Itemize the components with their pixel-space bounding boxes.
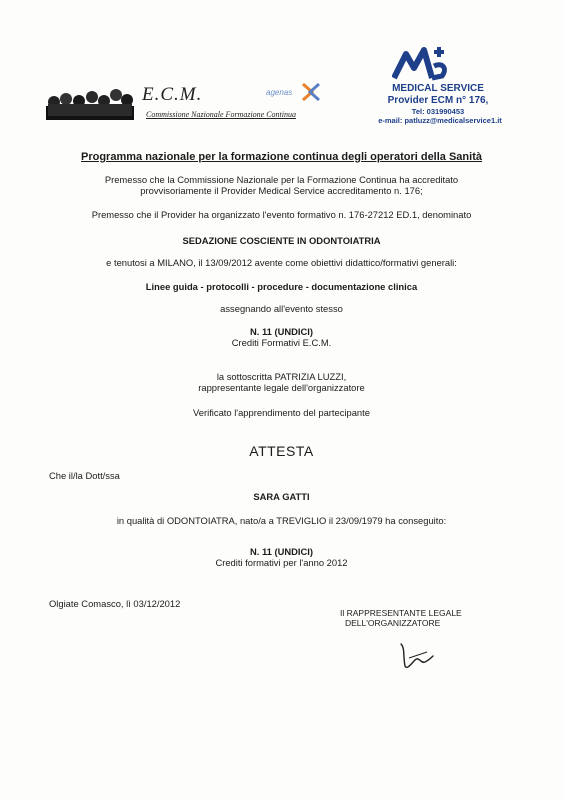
provider-phone: Tel: 031990453: [411, 107, 465, 116]
participant-qualification: in qualità di ODONTOIATRA, nato/a a TREVIGLIO il 23/09/1979 ha conseguito:: [116, 515, 447, 526]
page-title: Programma nazionale per la formazione continua degli operatori della Sanità: [81, 151, 482, 163]
participant-name: SARA GATTI: [253, 491, 310, 502]
signatory-line-1: la sottoscritta PATRIZIA LUZZI,: [216, 371, 347, 382]
handwritten-signature: [395, 640, 435, 676]
event-location-date: e tenutosi a MILANO, il 13/09/2012 avente come obiettivi didattico/formativi generali:: [106, 257, 457, 268]
signatory-line-2: rappresentante legale dell'organizzatore: [198, 382, 365, 393]
event-credits: N. 11 (UNDICI): [249, 326, 314, 337]
assigning-text: assegnando all'evento stesso: [220, 303, 343, 314]
agenas-logo-text: agenas: [266, 88, 293, 97]
premise-2: Premesso che il Provider ha organizzato l'evento formativo n. 176-27212 ED.1, denominato: [91, 209, 472, 220]
ecm-subtitle: Commissione Nazionale Formazione Continua: [146, 110, 297, 119]
provider-email: e-mail: patluzz@medicalservice1.it: [378, 116, 502, 125]
participant-credits: N. 11 (UNDICI): [249, 546, 314, 557]
event-title: SEDAZIONE COSCIENTE IN ODONTOIATRIA: [182, 235, 381, 246]
place-date: Olgiate Comasco, lì 03/12/2012: [49, 598, 181, 609]
premise-1-line-2: provvisoriamente il Provider Medical Service accreditamento n. 176;: [140, 185, 423, 196]
legal-rep-line-2: DELL'ORGANIZZATORE: [345, 618, 441, 628]
attesta-heading: ATTESTA: [249, 443, 314, 459]
ecm-people-logo: [46, 86, 134, 120]
agenas-logo-icon: [300, 82, 322, 102]
provider-name: MEDICAL SERVICE: [392, 83, 484, 94]
participant-prefix: Che il/la Dott/ssa: [49, 470, 120, 481]
event-credits-label: Crediti Formativi E.C.M.: [231, 337, 332, 348]
participant-credits-year: Crediti formativi per l'anno 2012: [215, 557, 348, 568]
premise-1-line-1: Premesso che la Commissione Nazionale per la Formazione Continua ha accreditato: [104, 174, 459, 185]
provider-ecm-number: Provider ECM n° 176,: [387, 95, 489, 106]
verified-text: Verificato l'apprendimento del partecipante: [193, 407, 370, 418]
ecm-title: E.C.M.: [142, 84, 203, 105]
legal-rep-line-1: Il RAPPRESENTANTE LEGALE: [340, 608, 462, 618]
event-objectives: Linee guida - protocolli - procedure - documentazione clinica: [145, 281, 418, 292]
medical-service-logo-icon: [392, 44, 454, 82]
